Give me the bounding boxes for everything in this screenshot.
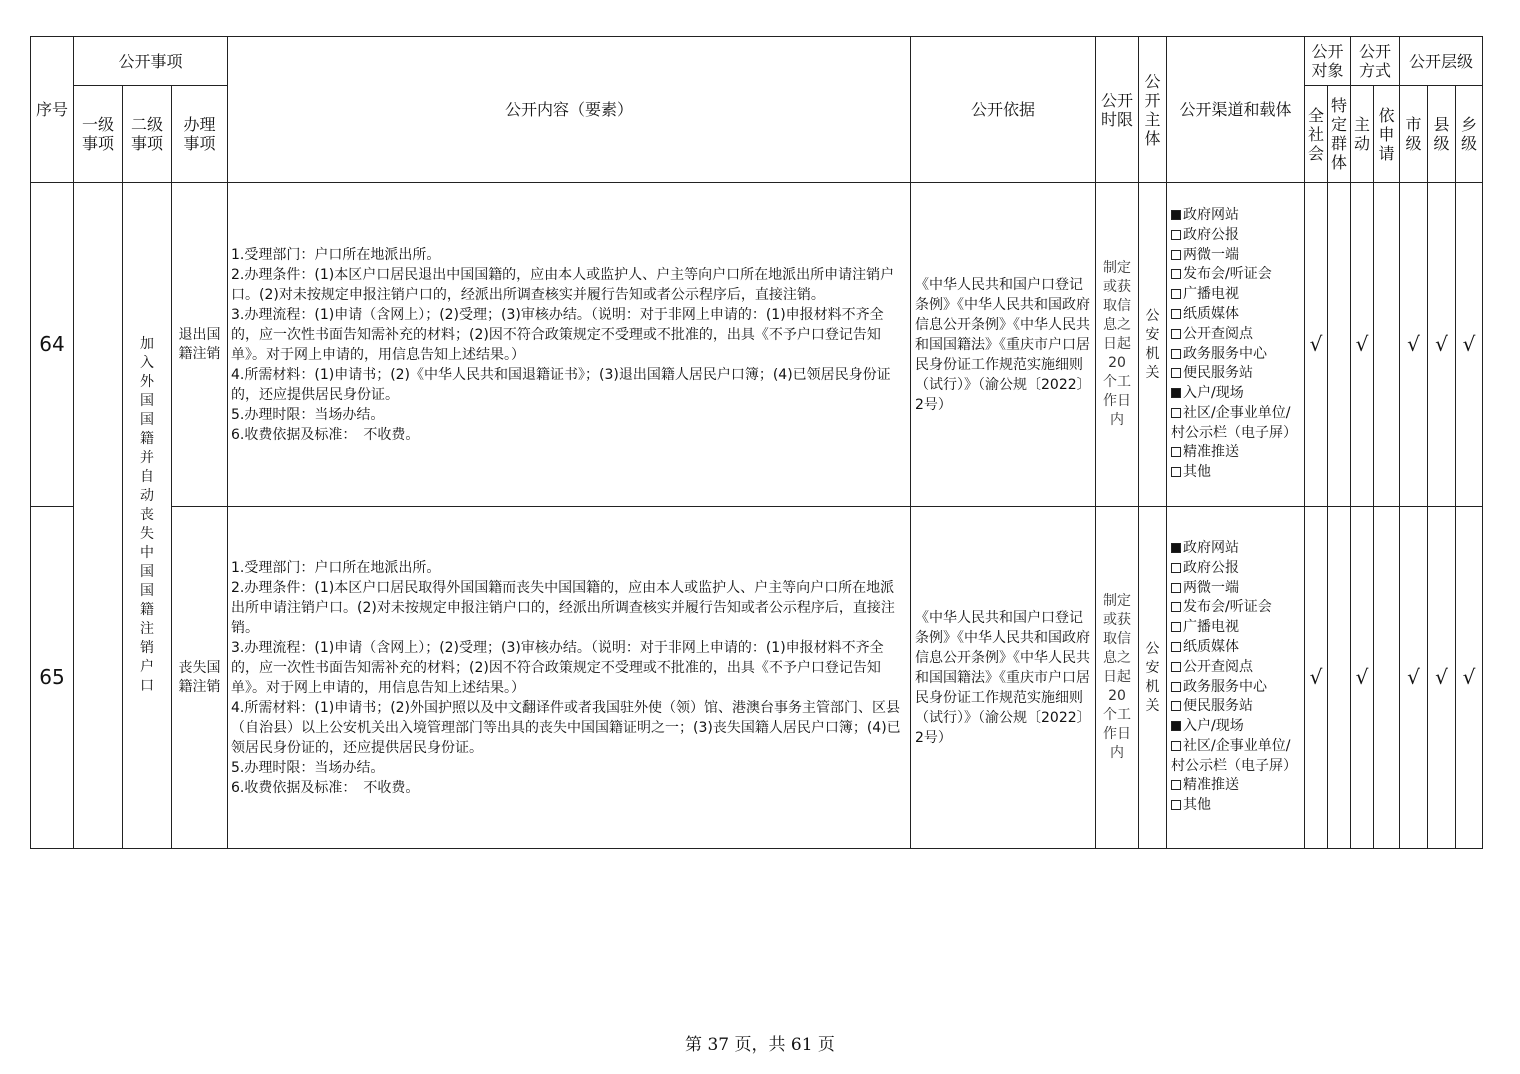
page-number: 第 37 页，共 61 页 (685, 1035, 835, 1055)
header-level-city: 市级 (1400, 86, 1428, 183)
channel-item: 入户/现场 (1171, 384, 1300, 404)
header-level-town: 乡级 (1456, 86, 1483, 183)
row-level-town: √ (1456, 183, 1483, 507)
checkbox-icon (1171, 602, 1181, 612)
channel-item: 政府公报 (1171, 226, 1300, 246)
row-level-county: √ (1428, 507, 1456, 849)
header-level-county: 县级 (1428, 86, 1456, 183)
channel-item: 发布会/听证会 (1171, 265, 1300, 285)
row-basis: 《中华人民共和国户口登记条例》《中华人民共和国政府信息公开条例》《中华人民共和国国籍法》《重庆市户口居民身份证工作规范实施细则（试行）》（渝公规〔2022〕2号） (911, 183, 1096, 507)
checkbox-icon (1171, 349, 1181, 359)
row-level2: 加入外国国籍并自动丧失中国国籍注销户口 (123, 183, 172, 849)
channel-item: 精准推送 (1171, 443, 1300, 463)
channel-item: 其他 (1171, 463, 1300, 483)
channel-item: 两微一端 (1171, 246, 1300, 266)
checkbox-icon (1171, 447, 1181, 457)
checkbox-icon (1171, 682, 1181, 692)
header-level-group: 公开层级 (1400, 37, 1483, 86)
channel-item: 纸质媒体 (1171, 638, 1300, 658)
checkbox-icon (1171, 250, 1181, 260)
header-items-group: 公开事项 (74, 37, 228, 86)
checkbox-icon (1171, 289, 1181, 299)
row-basis: 《中华人民共和国户口登记条例》《中华人民共和国政府信息公开条例》《中华人民共和国国籍法》《重庆市户口居民身份证工作规范实施细则（试行）》（渝公规〔2022〕2号） (911, 507, 1096, 849)
row-channels (1167, 507, 1305, 849)
row-seq: 64 (31, 183, 74, 507)
row-level-city: √ (1400, 507, 1428, 849)
row-seq: 65 (31, 507, 74, 849)
row-method-request (1374, 507, 1400, 849)
checkbox-icon (1171, 583, 1181, 593)
channel-item: 公开查阅点 (1171, 658, 1300, 678)
disclosure-table (30, 36, 1483, 849)
checkbox-icon (1171, 800, 1181, 810)
row-time-limit: 制定或获取信息之日起20个工作日内 (1096, 183, 1139, 507)
header-subject: 公开主体 (1139, 37, 1167, 183)
header-target-group: 公开对象 (1305, 37, 1351, 86)
checkbox-icon (1171, 662, 1181, 672)
row-level-town: √ (1456, 507, 1483, 849)
checkbox-icon (1171, 701, 1181, 711)
header-basis: 公开依据 (911, 37, 1096, 183)
channel-item: 纸质媒体 (1171, 305, 1300, 325)
channel-item: 政府网站 (1171, 539, 1300, 559)
row-handle: 丧失国籍注销 (172, 507, 228, 849)
header-method-active: 主动 (1351, 86, 1374, 183)
checkbox-icon (1171, 329, 1181, 339)
header-target-all: 全社会 (1305, 86, 1328, 183)
channel-item: 两微一端 (1171, 579, 1300, 599)
channel-item: 政务服务中心 (1171, 678, 1300, 698)
checkbox-icon (1171, 642, 1181, 652)
header-level1: 一级事项 (74, 86, 123, 183)
row-channels (1167, 183, 1305, 507)
channel-item: 便民服务站 (1171, 697, 1300, 717)
header-time-limit: 公开时限 (1096, 37, 1139, 183)
channel-item: 入户/现场 (1171, 717, 1300, 737)
row-content: 1.受理部门：户口所在地派出所。 2.办理条件：(1)本区户口居民退出中国国籍的，应由本人或监护人、户主等向户口所在地派出所申请注销户口。(2)对未按规定申报注销户口的，经派出所调查核实并履行告知或者公示程序后，直接注销。 3.办理流程：(1)申请（含网上）；(2)受理；(3)审核办结。（说明：对于非网上申请的：(1)申报材料不齐全的，应一次性书面告知需补充的材料；(2)因不符合政策规定不受理或不批准的，出具《不予户口登记告知单》。对于网上申请的，用信息告知上述结果。） 4.所需材料：(1)申请书；(2)《中华人民共和国退籍证书》；(3)退出国籍人居民户口簿；(4)已领居民身份证的，还应提供居民身份证。 5.办理时限：当场办结。 6.收费依据及标准： 不收费。 (228, 183, 911, 507)
channel-item: 其他 (1171, 796, 1300, 816)
header-method-request: 依申请 (1374, 86, 1400, 183)
channel-item: 便民服务站 (1171, 364, 1300, 384)
checkbox-icon (1171, 388, 1181, 398)
header-handle: 办理事项 (172, 86, 228, 183)
checkbox-icon (1171, 309, 1181, 319)
channel-item: 社区/企事业单位/村公示栏（电子屏） (1171, 737, 1297, 774)
row-target-all: √ (1305, 183, 1328, 507)
channel-item: 精准推送 (1171, 776, 1300, 796)
channel-item: 政府网站 (1171, 206, 1300, 226)
header-level2: 二级事项 (123, 86, 172, 183)
checkbox-icon (1171, 210, 1181, 220)
checkbox-icon (1171, 622, 1181, 632)
checkbox-icon (1171, 780, 1181, 790)
row-method-active: √ (1351, 507, 1374, 849)
row-method-request (1374, 183, 1400, 507)
checkbox-icon (1171, 269, 1181, 279)
checkbox-icon (1171, 467, 1181, 477)
checkbox-icon (1171, 368, 1181, 378)
table-row (31, 183, 1483, 507)
checkbox-icon (1171, 563, 1181, 573)
channel-item: 广播电视 (1171, 618, 1300, 638)
checkbox-icon (1171, 741, 1181, 751)
channel-item: 政务服务中心 (1171, 345, 1300, 365)
checkbox-icon (1171, 230, 1181, 240)
row-time-limit: 制定或获取信息之日起20个工作日内 (1096, 507, 1139, 849)
header-target-specific: 特定群体 (1328, 86, 1351, 183)
row-content: 1.受理部门：户口所在地派出所。 2.办理条件：(1)本区户口居民取得外国国籍而丧失中国国籍的，应由本人或监护人、户主等向户口所在地派出所申请注销户口。(2)对未按规定申报注销户口的，经派出所调查核实并履行告知或者公示程序后，直接注销。 3.办理流程：(1)申请（含网上）；(2)受理；(3)审核办结。（说明：对于非网上申请的：(1)申报材料不齐全的，应一次性书面告知需补充的材料；(2)因不符合政策规定不受理或不批准的，出具《不予户口登记告知单》。对于网上申请的，用信息告知上述结果。） 4.所需材料：(1)申请书；(2)外国护照以及中文翻译件或者我国驻外使（领）馆、港澳台事务主管部门、区县（自治县）以上公安机关出入境管理部门等出具的丧失中国国籍证明之一；(3)丧失国籍人居民户口簿；(4)已领居民身份证的，还应提供居民身份证。 5.办理时限：当场办结。 6.收费依据及标准： 不收费。 (228, 507, 911, 849)
channel-item: 政府公报 (1171, 559, 1300, 579)
row-target-specific (1328, 183, 1351, 507)
row-subject: 公安机关 (1139, 507, 1167, 849)
row-subject: 公安机关 (1139, 183, 1167, 507)
channel-item: 公开查阅点 (1171, 325, 1300, 345)
row-target-specific (1328, 507, 1351, 849)
channel-item: 广播电视 (1171, 285, 1300, 305)
row-handle: 退出国籍注销 (172, 183, 228, 507)
row-level-county: √ (1428, 183, 1456, 507)
header-channels: 公开渠道和载体 (1167, 37, 1305, 183)
row-level-city: √ (1400, 183, 1428, 507)
checkbox-icon (1171, 721, 1181, 731)
table-row (31, 507, 1483, 849)
header-seq: 序号 (31, 37, 74, 183)
row-level1 (74, 183, 123, 849)
channel-item: 社区/企事业单位/村公示栏（电子屏） (1171, 404, 1297, 441)
row-target-all: √ (1305, 507, 1328, 849)
row-method-active: √ (1351, 183, 1374, 507)
header-method-group: 公开方式 (1351, 37, 1400, 86)
checkbox-icon (1171, 408, 1181, 418)
channel-item: 发布会/听证会 (1171, 598, 1300, 618)
checkbox-icon (1171, 543, 1181, 553)
header-content: 公开内容（要素） (228, 37, 911, 183)
